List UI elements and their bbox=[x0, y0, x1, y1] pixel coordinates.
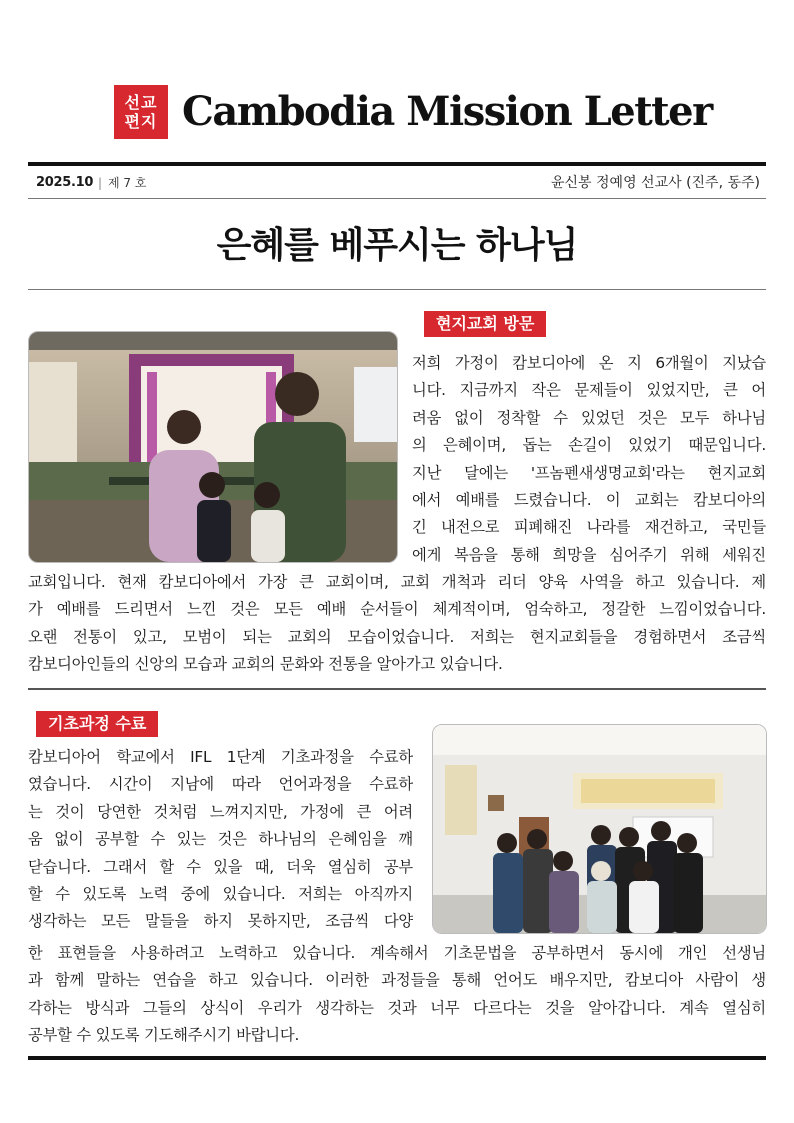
issue-info-bar bbox=[28, 172, 766, 194]
paragraph-line: 움 없이 공부할 수 있는 것은 하나님의 은혜임을 깨 bbox=[28, 830, 413, 849]
paragraph-line: 캄보디아어 학교에서 IFL 1단계 기초과정을 수료하 bbox=[28, 748, 413, 766]
section-divider bbox=[28, 688, 766, 690]
church-family-photo bbox=[28, 331, 398, 563]
paragraph-line: 에게 복음을 통해 희망을 심어주기 위해 세워진 bbox=[412, 545, 766, 564]
paragraph-line: 의 은혜이며, 돕는 손길이 있었기 때문입니다. bbox=[412, 436, 766, 455]
section2-text-narrow bbox=[28, 744, 413, 936]
section1-text-narrow bbox=[412, 350, 766, 569]
paragraph-line: 니다. 지금까지 작은 문제들이 있었지만, 큰 어 bbox=[412, 381, 766, 400]
paragraph-line: 할 수 있도록 노력 중에 있습니다. 저희는 아직까지 bbox=[28, 885, 413, 904]
paragraph-line: 공부할 수 있도록 기도해주시기 바랍니다. bbox=[28, 1026, 300, 1045]
paragraph-line: 과 함께 말하는 연습을 하고 있습니다. 이러한 과정들을 통해 언어도 배우지만, 캄보디아 사람이 생 bbox=[28, 971, 766, 990]
church-family-photo-icon bbox=[29, 332, 397, 562]
paragraph-line: 한 표현들을 사용하려고 노력하고 있습니다. 계속해서 기초문법을 공부하면서 동시에 개인 선생님 bbox=[28, 944, 766, 962]
issue-separator: | bbox=[98, 176, 103, 190]
section1-text-wide bbox=[28, 569, 766, 679]
issue-date: 2025.10 bbox=[36, 175, 94, 190]
classroom-group-photo bbox=[432, 724, 767, 934]
newsletter-title: Cambodia Mission Letter bbox=[182, 88, 712, 135]
mission-letter-logo bbox=[114, 85, 168, 139]
paragraph-line: 각하는 방식과 그들의 상식이 우리가 생각하는 것과 너무 다르다는 것을 알아갑니다. 계속 열심히 bbox=[28, 998, 766, 1017]
paragraph-line: 오랜 전통이 있고, 모범이 되는 교회의 모습이었습니다. 저희는 현지교회들을 경험하면서 조금씩 bbox=[28, 627, 766, 646]
bottom-rule bbox=[28, 1056, 766, 1060]
section-badge-course-completion: 기초과정 수료 bbox=[36, 711, 158, 737]
headline: 은혜를 베푸시는 하나님 bbox=[216, 225, 578, 266]
paragraph-line: 저희 가정이 캄보디아에 온 지 6개월이 지났습 bbox=[412, 354, 766, 372]
classroom-group-photo-icon bbox=[433, 725, 766, 933]
paragraph-line: 긴 내전으로 피폐해진 나라를 재건하고, 국민들 bbox=[412, 518, 766, 537]
issue-rule bbox=[28, 198, 766, 199]
paragraph-line: 는 것이 당연한 것처럼 느껴지지만, 가정에 큰 어려 bbox=[28, 802, 413, 821]
top-rule bbox=[28, 162, 766, 166]
paragraph-line: 가 예배를 드리면서 느낀 것은 모든 예배 순서들이 체계적이며, 엄숙하고, 정갈한 느낌이었습니다. bbox=[28, 600, 766, 619]
masthead bbox=[0, 82, 794, 142]
paragraph-line: 였습니다. 시간이 지남에 따라 언어과정을 수료하 bbox=[28, 775, 413, 794]
paragraph-line: 캄보디아인들의 신앙의 모습과 교회의 문화와 전통을 알아가고 있습니다. bbox=[28, 655, 503, 674]
paragraph-line: 지난 달에는 '프놈펜새생명교회'라는 현지교회 bbox=[412, 463, 766, 482]
paragraph-line: 생각하는 모든 말들을 하지 못하지만, 조금씩 다양 bbox=[28, 912, 413, 931]
paragraph-line: 교회입니다. 현재 캄보디아에서 가장 큰 교회이며, 교회 개척과 리더 양육 사역을 하고 있습니다. 제 bbox=[28, 573, 766, 591]
headline-rule bbox=[28, 289, 766, 290]
logo-text-top: 선교 bbox=[124, 93, 158, 112]
section2-text-wide bbox=[28, 940, 766, 1050]
section-badge-church-visit: 현지교회 방문 bbox=[424, 311, 546, 337]
paragraph-line: 에서 예배를 드렸습니다. 이 교회는 캄보디아의 bbox=[412, 491, 766, 510]
paragraph-line: 닫습니다. 그래서 할 수 있을 때, 더욱 열심히 공부 bbox=[28, 857, 413, 876]
logo-text-bottom: 편지 bbox=[124, 112, 158, 131]
issue-authors: 윤신봉 정예영 선교사 (진주, 동주) bbox=[551, 175, 760, 191]
paragraph-line: 려움 없이 정착할 수 있었던 것은 모두 하나님 bbox=[412, 408, 766, 427]
issue-number: 제 7 호 bbox=[108, 176, 147, 190]
